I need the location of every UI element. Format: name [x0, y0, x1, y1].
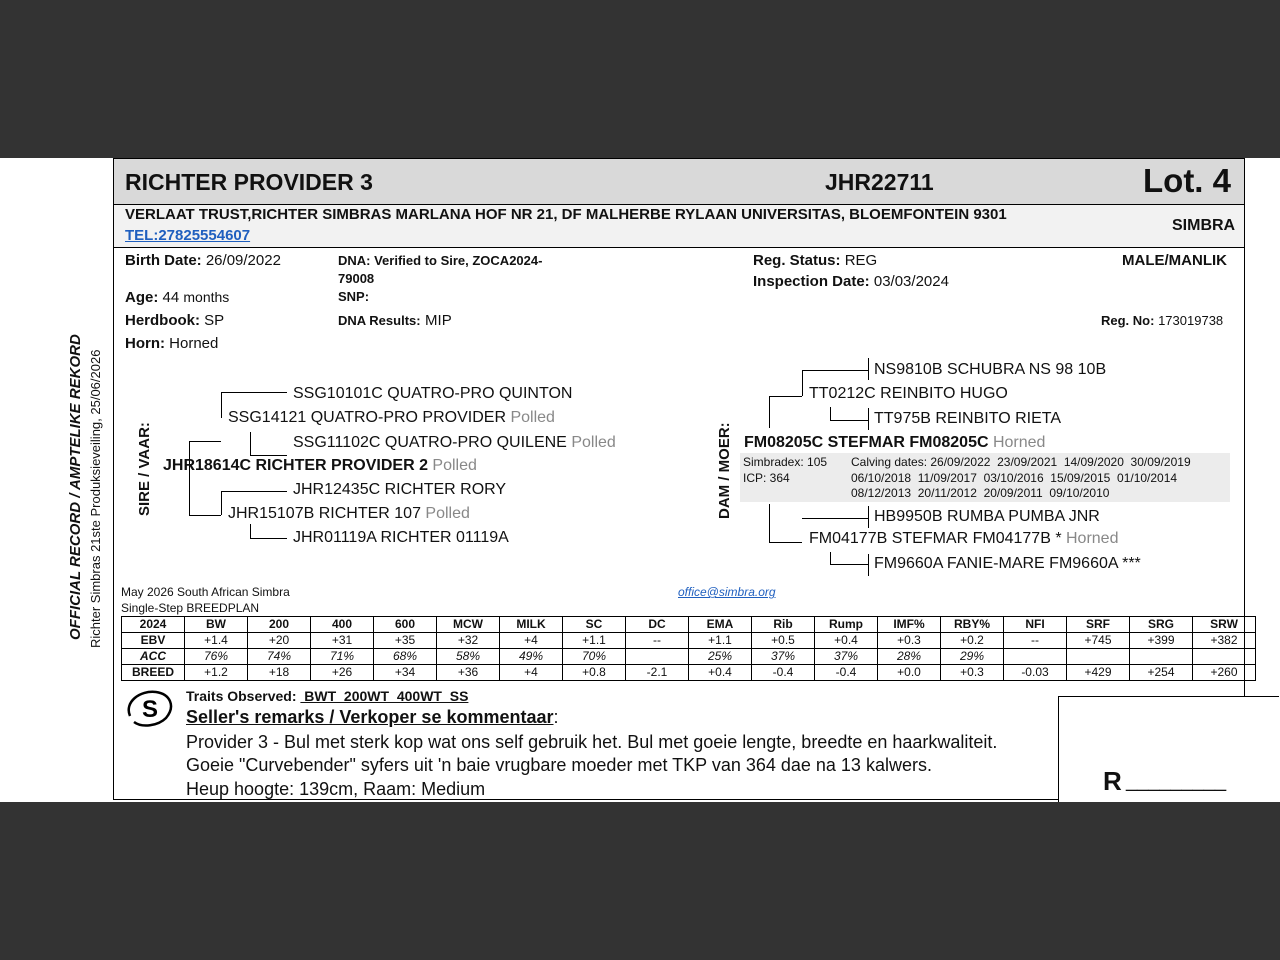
age-label: Age:: [125, 289, 159, 306]
ebv-header-cell: BW: [185, 617, 248, 633]
ebv-header-cell: 2024: [122, 617, 185, 633]
sire-connector: [250, 432, 251, 456]
ebv-cell: +1.4: [185, 633, 248, 649]
ebv-cell: --: [626, 633, 689, 649]
ebv-header-cell: SC: [563, 617, 626, 633]
sire-connector: [221, 392, 287, 393]
ebv-cell: +399: [1130, 633, 1193, 649]
snp-label: SNP:: [338, 289, 370, 304]
ebv-header-cell: SRG: [1130, 617, 1193, 633]
ebv-cell: 68%: [374, 649, 437, 665]
simbra-logo-icon: [122, 684, 180, 732]
ebv-cell: 29%: [941, 649, 1004, 665]
sire-connector: [221, 392, 222, 418]
ebv-row-acc: [122, 649, 1256, 665]
remarks-line-3: Heup hoogte: 139cm, Raam: Medium: [186, 779, 486, 799]
ebv-cell: --: [1004, 633, 1067, 649]
dam-sire-sire: NS9810B SCHUBRA NS 98 10B: [874, 361, 1107, 378]
dam-sire: TT0212C REINBITO HUGO: [809, 385, 1008, 402]
dam-connector: [802, 518, 868, 519]
ebv-cell: +20: [248, 633, 311, 649]
dam-connector: [868, 358, 869, 380]
ebv-header-cell: Rump: [815, 617, 878, 633]
ebv-cell: 37%: [752, 649, 815, 665]
breedplan-subtitle: Single-Step BREEDPLAN: [121, 601, 260, 615]
ebv-header-cell: EMA: [689, 617, 752, 633]
sire-sire-dam-name: SSG11102C QUATRO-PRO QUILENE: [293, 434, 567, 451]
sire-section-label: SIRE / VAAR:: [136, 422, 153, 516]
auction-label: Richter Simbras 21ste Produksieveiling, 25/06/2026: [88, 349, 103, 648]
sire: [163, 457, 477, 475]
ebv-cell: +35: [374, 633, 437, 649]
calving-dates-1: Calving dates: 26/09/2022 23/09/2021 14/09/2020 30/09/2019: [851, 455, 1191, 469]
remarks-line-1: Provider 3 - Bul met sterk kop wat ons self gebruik het. Bul met goeie lengte, breedte en haarkwaliteit.: [186, 732, 998, 752]
dam: [744, 434, 1045, 452]
ebv-cell: +382: [1193, 633, 1256, 649]
dam-connector: [868, 408, 869, 430]
dna-verification: DNA: Verified to Sire, ZOCA2024-: [338, 253, 543, 268]
ebv-cell: +18: [248, 665, 311, 681]
ebv-cell: +0.3: [878, 633, 941, 649]
ebv-cell: +34: [374, 665, 437, 681]
owner-address: VERLAAT TRUST,RICHTER SIMBRAS MARLANA HOF NR 21, DF MALHERBE RYLAAN UNIVERSITAS, BLOEMFONTEIN 9301: [125, 206, 1007, 223]
ebv-cell: 49%: [500, 649, 563, 665]
ebv-cell: +1.1: [563, 633, 626, 649]
sire-dam: [228, 505, 470, 523]
ebv-cell: +429: [1067, 665, 1130, 681]
ebv-cell: [1193, 649, 1256, 665]
sire-connector: [189, 515, 221, 516]
ebv-cell: [1067, 649, 1130, 665]
remarks-title-text: Seller's remarks / Verkoper se kommentaar: [186, 707, 554, 727]
dna-results-value: MIP: [425, 312, 452, 329]
age-value: 44: [162, 289, 180, 306]
dna-results-label: DNA Results:: [338, 313, 421, 328]
breedplan-title: May 2026 South African Simbra: [121, 585, 290, 599]
calving-dates-3: 08/12/2013 20/11/2012 20/09/2011 09/10/2010: [851, 486, 1110, 500]
ebv-cell: +260: [1193, 665, 1256, 681]
ebv-header-cell: SRW: [1193, 617, 1256, 633]
ebv-cell: -2.1: [626, 665, 689, 681]
animal-name: RICHTER PROVIDER 3: [125, 169, 373, 195]
sire-sire-sire: SSG10101C QUATRO-PRO QUINTON: [293, 385, 573, 402]
ebv-row-label: BREED: [122, 665, 185, 681]
dam-connector: [769, 542, 802, 543]
remarks-line-2: Goeie "Curvebender" syfers uit 'n baie vrugbare moeder met TKP van 364 dae na 13 kalwers.: [186, 755, 932, 775]
ebv-cell: 37%: [815, 649, 878, 665]
animal-id: JHR22711: [825, 169, 934, 195]
inspection-date-value: 03/03/2024: [873, 273, 949, 290]
sire-connector: [250, 524, 251, 538]
ebv-cell: 25%: [689, 649, 752, 665]
ebv-header-cell: RBY%: [941, 617, 1004, 633]
ebv-header-cell: MCW: [437, 617, 500, 633]
calving-dates-2: 06/10/2018 11/09/2017 03/10/2016 15/09/2015 01/10/2014: [851, 471, 1178, 485]
owner-bar: [114, 205, 1244, 248]
sire-sire-dam: [293, 434, 616, 452]
ebv-cell: +745: [1067, 633, 1130, 649]
reg-no-label: Reg. No:: [1101, 313, 1155, 328]
svg-text:S: S: [142, 696, 159, 723]
horn-label: Horn:: [125, 335, 165, 352]
ebv-cell: +1.1: [689, 633, 752, 649]
ebv-header-cell: NFI: [1004, 617, 1067, 633]
official-record-label: OFFICIAL RECORD / AMPTELIKE REKORD: [67, 334, 84, 640]
horn: [125, 335, 218, 352]
simbra-email-link[interactable]: office@simbra.org: [678, 585, 776, 599]
sire-connector: [189, 441, 190, 516]
ebv-cell: +4: [500, 633, 563, 649]
ebv-header-cell: Rib: [752, 617, 815, 633]
ebv-header-cell: DC: [626, 617, 689, 633]
dam-dam-horn: Horned: [1066, 530, 1119, 547]
herdbook-value: SP: [204, 312, 225, 329]
ebv-cell: 70%: [563, 649, 626, 665]
ebv-cell: 71%: [311, 649, 374, 665]
remarks-title: [186, 707, 559, 728]
dam-connector: [769, 396, 802, 397]
sire-connector: [221, 491, 287, 492]
dam-connector: [868, 554, 869, 576]
price-currency: R: [1103, 766, 1122, 796]
owner-phone-link[interactable]: TEL:27825554607: [125, 227, 251, 244]
ebv-header-cell: 400: [311, 617, 374, 633]
ebv-cell: +1.2: [185, 665, 248, 681]
dam-dam: [809, 530, 1118, 548]
ebv-header-cell: 600: [374, 617, 437, 633]
dam-connector: [830, 407, 831, 420]
reg-status: [753, 252, 877, 269]
dam-sire-dam: TT975B REINBITO RIETA: [874, 410, 1062, 427]
dam-connector: [769, 504, 770, 542]
dam-dam-sire: HB9950B RUMBA PUMBA JNR: [874, 508, 1100, 525]
ebv-cell: +254: [1130, 665, 1193, 681]
birth-date-value: 26/09/2022: [205, 252, 281, 269]
dam-horn: Horned: [992, 434, 1046, 451]
reg-status-value: REG: [844, 252, 878, 269]
sire-connector: [250, 538, 287, 539]
dam-connector: [769, 396, 770, 428]
herdbook: [125, 312, 224, 329]
ebv-header-cell: SRF: [1067, 617, 1130, 633]
ebv-cell: 28%: [878, 649, 941, 665]
sire-sire: [228, 409, 555, 427]
ebv-cell: +0.3: [941, 665, 1004, 681]
ebv-row-label: EBV: [122, 633, 185, 649]
icp: ICP: 364: [743, 471, 790, 485]
age-unit: months: [183, 289, 230, 305]
age: [125, 289, 229, 306]
dam-connector: [802, 370, 803, 396]
ebv-cell: 58%: [437, 649, 500, 665]
ebv-header-cell: 200: [248, 617, 311, 633]
dam-connector: [830, 420, 868, 421]
dna-verification-cont: 79008: [338, 271, 375, 286]
ebv-cell: +26: [311, 665, 374, 681]
title-bar: [114, 159, 1244, 205]
ebv-cell: +0.5: [752, 633, 815, 649]
dam-section-label: DAM / MOER:: [716, 422, 733, 519]
dam-dam-name: FM04177B STEFMAR FM04177B *: [809, 530, 1062, 547]
breed-label: SIMBRA: [1172, 217, 1236, 234]
simbradex: Simbradex: 105: [743, 455, 828, 469]
sire-dam-dam: JHR01119A RICHTER 01119A: [293, 529, 509, 546]
traits-observed: [186, 688, 468, 704]
ebv-cell: -0.4: [752, 665, 815, 681]
ebv-cell: +0.2: [941, 633, 1004, 649]
dam-name: FM08205C STEFMAR FM08205C: [744, 434, 989, 451]
sire-horn: Polled: [432, 457, 477, 474]
sire-dam-horn: Polled: [425, 505, 470, 522]
remarks-colon: :: [553, 707, 559, 727]
reg-status-label: Reg. Status:: [753, 252, 841, 269]
ebv-table: [121, 616, 1256, 681]
birth-date: [125, 252, 281, 269]
sire-connector: [189, 441, 221, 442]
sire-connector: [221, 491, 222, 515]
dam-connector: [830, 564, 868, 565]
ebv-header-cell: IMF%: [878, 617, 941, 633]
sire-dam-sire: JHR12435C RICHTER RORY: [293, 481, 507, 498]
dam-connector: [802, 370, 868, 371]
reg-no: [1101, 313, 1223, 328]
ebv-cell: +0.4: [815, 633, 878, 649]
dam-connector: [868, 506, 869, 528]
ebv-cell: [626, 649, 689, 665]
ebv-cell: 76%: [185, 649, 248, 665]
ebv-header-cell: MILK: [500, 617, 563, 633]
ebv-row-breed: [122, 665, 1256, 681]
dam-dam-dam: FM9660A FANIE-MARE FM9660A ***: [874, 555, 1141, 572]
ebv-cell: -0.03: [1004, 665, 1067, 681]
ebv-cell: +0.4: [689, 665, 752, 681]
ebv-cell: [1130, 649, 1193, 665]
herdbook-label: Herdbook:: [125, 312, 200, 329]
dna-results: [338, 312, 452, 330]
price-input[interactable]: _________: [1126, 770, 1227, 792]
ebv-cell: +32: [437, 633, 500, 649]
dam-connector: [830, 552, 831, 564]
ebv-cell: +4: [500, 665, 563, 681]
lot-sheet: [0, 158, 1280, 802]
ebv-cell: +31: [311, 633, 374, 649]
sire-connector: [250, 455, 287, 456]
inspection-date: [753, 273, 949, 290]
sire-sire-name: SSG14121 QUATRO-PRO PROVIDER: [228, 409, 506, 426]
sex-label: MALE/MANLIK: [1122, 252, 1227, 269]
ebv-cell: +0.8: [563, 665, 626, 681]
ebv-cell: +0.0: [878, 665, 941, 681]
lot-number: Lot. 4: [1143, 162, 1231, 199]
ebv-row-label: ACC: [122, 649, 185, 665]
birth-date-label: Birth Date:: [125, 252, 202, 269]
ebv-cell: [1004, 649, 1067, 665]
reg-no-value: 173019738: [1158, 313, 1224, 328]
sire-sire-horn: Polled: [510, 409, 555, 426]
ebv-header-row: [122, 617, 1256, 633]
sire-dam-name: JHR15107B RICHTER 107: [228, 505, 421, 522]
inspection-date-label: Inspection Date:: [753, 273, 870, 290]
traits-value: BWT 200WT 400WT SS: [300, 688, 469, 704]
traits-label: Traits Observed:: [186, 688, 297, 704]
ebv-cell: 74%: [248, 649, 311, 665]
ebv-cell: +36: [437, 665, 500, 681]
horn-value: Horned: [169, 335, 219, 352]
ebv-row-ebv: [122, 633, 1256, 649]
sire-sire-dam-horn: Polled: [571, 434, 616, 451]
sire-name: JHR18614C RICHTER PROVIDER 2: [163, 457, 428, 474]
ebv-cell: -0.4: [815, 665, 878, 681]
